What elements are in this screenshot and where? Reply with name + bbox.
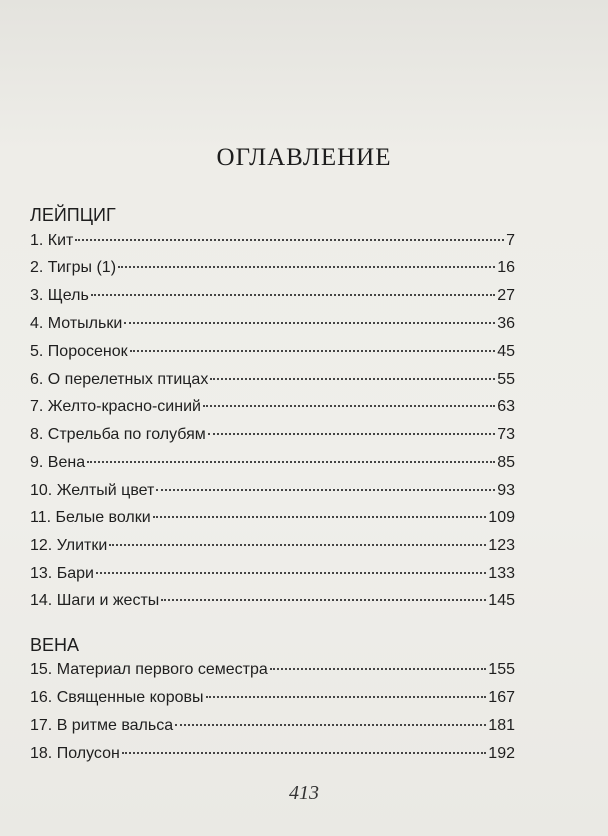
toc-entry[interactable] bbox=[30, 454, 515, 484]
entry-title: 16. Священные коровы bbox=[30, 689, 204, 706]
toc-entry[interactable] bbox=[30, 398, 515, 428]
toc-entry[interactable] bbox=[30, 232, 515, 262]
entry-title: 14. Шаги и жесты bbox=[30, 592, 160, 609]
dot-leader bbox=[122, 752, 486, 754]
entry-page-number: 16 bbox=[497, 259, 515, 276]
entry-title: 9. Вена bbox=[30, 454, 86, 471]
toc-entry[interactable] bbox=[30, 689, 515, 719]
toc-entry[interactable] bbox=[30, 509, 515, 539]
dot-leader bbox=[91, 294, 495, 296]
dot-leader bbox=[96, 572, 486, 574]
dot-leader bbox=[270, 668, 487, 670]
entry-title: 12. Улитки bbox=[30, 537, 108, 554]
dot-leader bbox=[118, 266, 495, 268]
toc-entry[interactable] bbox=[30, 259, 515, 289]
entry-page-number: 155 bbox=[488, 661, 515, 678]
toc-entry[interactable] bbox=[30, 717, 515, 747]
toc-entry[interactable] bbox=[30, 745, 515, 775]
dot-leader bbox=[210, 378, 495, 380]
toc-entry[interactable] bbox=[30, 343, 515, 373]
toc-entry[interactable] bbox=[30, 287, 515, 317]
entry-page-number: 145 bbox=[488, 592, 515, 609]
entry-page-number: 167 bbox=[488, 689, 515, 706]
dot-leader bbox=[109, 544, 486, 546]
entry-page-number: 7 bbox=[506, 232, 515, 249]
dot-leader bbox=[130, 350, 496, 352]
entry-page-number: 123 bbox=[488, 537, 515, 554]
entry-page-number: 192 bbox=[488, 745, 515, 762]
entry-page-number: 36 bbox=[497, 315, 515, 332]
entry-title: 8. Стрельба по голубям bbox=[30, 426, 206, 443]
section-heading-vienna: ВЕНА bbox=[30, 635, 80, 655]
entry-title: 10. Желтый цвет bbox=[30, 482, 155, 499]
dot-leader bbox=[153, 516, 487, 518]
entry-page-number: 45 bbox=[497, 343, 515, 360]
entry-page-number: 109 bbox=[488, 509, 515, 526]
dot-leader bbox=[124, 322, 495, 324]
entry-page-number: 133 bbox=[488, 565, 515, 582]
toc-entry[interactable] bbox=[30, 426, 515, 456]
toc-entry[interactable] bbox=[30, 661, 515, 691]
entry-title: 1. Кит bbox=[30, 232, 74, 249]
page-title: ОГЛАВЛЕНИЕ bbox=[216, 144, 392, 171]
dot-leader bbox=[156, 489, 495, 491]
entry-title: 18. Полусон bbox=[30, 745, 120, 762]
entry-page-number: 85 bbox=[497, 454, 515, 471]
section-heading-leipzig: ЛЕЙПЦИГ bbox=[30, 205, 116, 225]
entry-page-number: 181 bbox=[488, 717, 515, 734]
dot-leader bbox=[175, 724, 486, 726]
entry-title: 15. Материал первого семестра bbox=[30, 661, 268, 678]
page-number-folio: 413 bbox=[289, 782, 319, 804]
toc-entry[interactable] bbox=[30, 371, 515, 401]
dot-leader bbox=[206, 696, 487, 698]
dot-leader bbox=[161, 599, 486, 601]
entry-page-number: 55 bbox=[497, 371, 515, 388]
entry-title: 6. О перелетных птицах bbox=[30, 371, 209, 388]
entry-title: 13. Бари bbox=[30, 565, 94, 582]
entry-page-number: 73 bbox=[497, 426, 515, 443]
entry-page-number: 93 bbox=[497, 482, 515, 499]
toc-entry[interactable] bbox=[30, 482, 515, 512]
dot-leader bbox=[87, 461, 495, 463]
entry-page-number: 27 bbox=[497, 287, 515, 304]
entry-title: 17. В ритме вальса bbox=[30, 717, 174, 734]
entry-title: 2. Тигры (1) bbox=[30, 259, 117, 276]
dot-leader bbox=[208, 433, 495, 435]
entry-title: 5. Поросенок bbox=[30, 343, 128, 360]
dot-leader bbox=[203, 405, 495, 407]
entry-page-number: 63 bbox=[497, 398, 515, 415]
toc-entry[interactable] bbox=[30, 592, 515, 622]
entry-title: 7. Желто-красно-синий bbox=[30, 398, 201, 415]
toc-entry[interactable] bbox=[30, 565, 515, 595]
entry-title: 11. Белые волки bbox=[30, 509, 151, 526]
dot-leader bbox=[75, 239, 504, 241]
entry-title: 3. Щель bbox=[30, 287, 89, 304]
toc-entry[interactable] bbox=[30, 315, 515, 345]
toc-entry[interactable] bbox=[30, 537, 515, 567]
entry-title: 4. Мотыльки bbox=[30, 315, 123, 332]
